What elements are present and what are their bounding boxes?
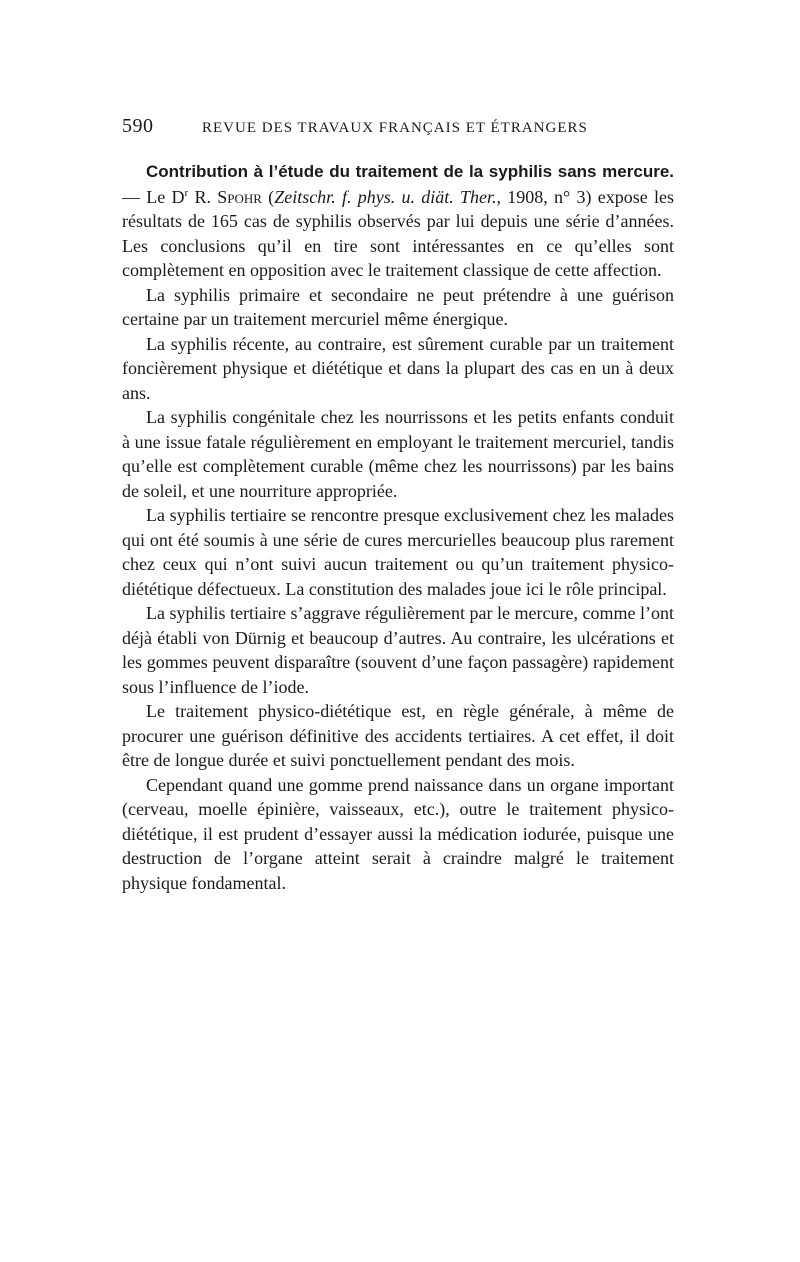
- author-name: Spohr: [217, 186, 262, 207]
- page: [122, 115, 674, 895]
- page-number: 590: [122, 115, 154, 137]
- paragraph-7: Cependant quand une gomme prend naissance dans un organe important (cerveau, moelle épinière, vaisseaux, etc.), outre le traitement physico-diététique, il est prudent d’essayer aussi la médication iodurée, puisque une destruction de l’organe atteint serait à craindre malgré le traitement physique fondamental.: [122, 774, 674, 893]
- paragraph-intro: [122, 159, 674, 283]
- running-head: [122, 115, 674, 145]
- paragraph-6: Le traitement physico-diététique est, en règle générale, à même de procurer une guérison définitive des accidents tertiaires. A cet effet, il doit être de longue durée et suivi ponctuellement pendant des mois.: [122, 701, 674, 770]
- paragraph-3: La syphilis congénitale chez les nourrissons et les petits enfants conduit à une issue fatale régulièrement en employant le traitement mercuriel, tandis qu’elle est complètement curable (même chez les nourrissons) par les bains de soleil, et une nourriture appropriée.: [122, 407, 674, 501]
- paragraph-2: La syphilis récente, au contraire, est sûrement curable par un traitement foncièrement physique et diététique et dans la plupart des cas en un à deux ans.: [122, 333, 674, 403]
- author-initial: R.: [188, 186, 218, 207]
- journal-name: Zeitschr. f. phys. u. diät. Ther.: [274, 186, 497, 207]
- running-title: REVUE DES TRAVAUX FRANÇAIS ET ÉTRANGERS: [202, 120, 588, 136]
- paragraph-1: La syphilis primaire et secondaire ne peut prétendre à une guérison certaine par un traitement mercuriel même énergique.: [122, 284, 674, 329]
- author-prefix-sup: r: [184, 186, 189, 199]
- citation-open: (: [261, 186, 275, 207]
- citation-rest: , 1908, n° 3) expose les résultats de 165 cas de syphilis observés par lui depuis une série d’années. Les conclusions qu’il en tire sont intéressantes en ce qu’elles sont complètement en opposition avec le traitement classique de cette affection.: [122, 186, 674, 280]
- article-body: [122, 159, 674, 895]
- article-title: Contribution à l’étude du traitement de la syphilis sans mercure.: [146, 162, 674, 181]
- paragraph-4: La syphilis tertiaire se rencontre presque exclusivement chez les malades qui ont été soumis à une série de cures mercurielles beaucoup plus rarement chez ceux qui n’ont suivi aucun traitement ou qu’un traitement physico-diététique défectueux. La constitution des malades joue ici le rôle principal.: [122, 505, 674, 599]
- author-prefix: — Le D: [122, 186, 185, 207]
- paragraph-5: La syphilis tertiaire s’aggrave régulièrement par le mercure, comme l’ont déjà établi von Dürnig et beaucoup d’autres. Au contraire, les ulcérations et les gommes peuvent disparaître (souvent d’une façon passagère) rapidement sous l’influence de l’iode.: [122, 603, 674, 697]
